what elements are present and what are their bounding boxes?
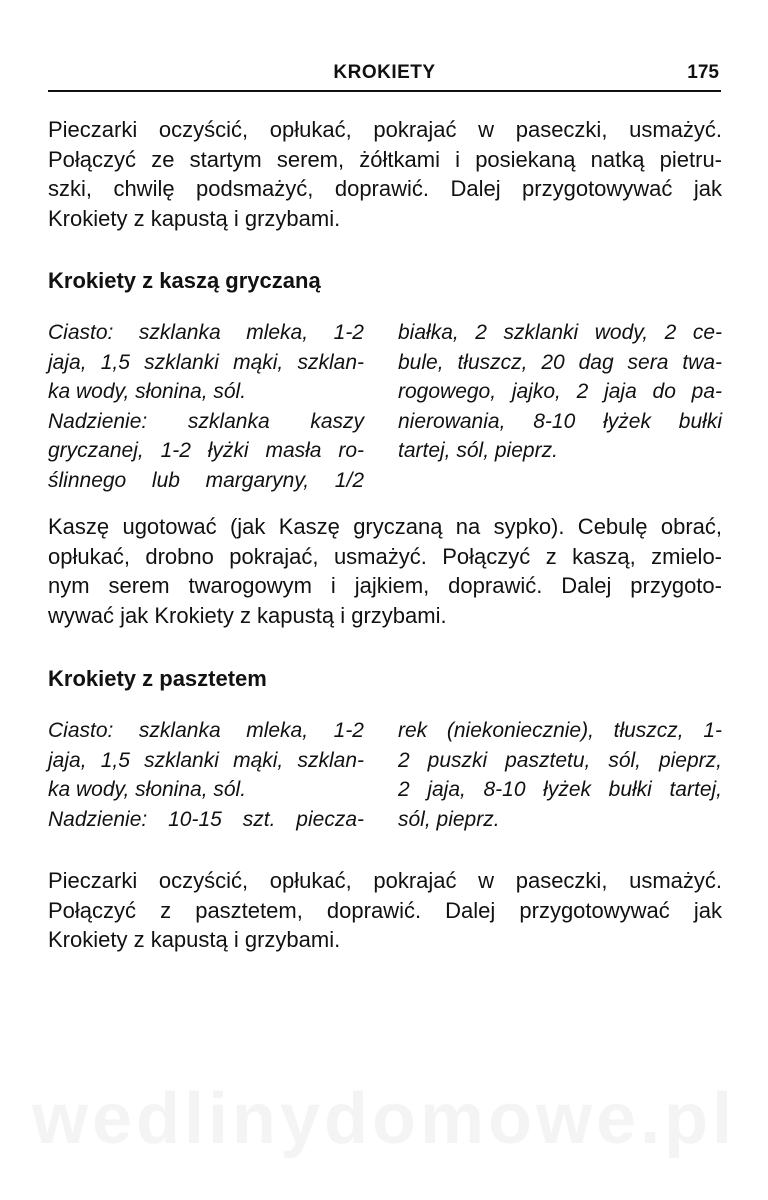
- ingredient-line: jaja, 1,5 szklanki mąki, szklan-: [48, 350, 364, 374]
- ingredient-line: 2 jaja, 8-10 łyżek bułki tartej,: [398, 778, 722, 801]
- ingredient-line: Ciasto: szklanka mleka, 1-2: [48, 321, 364, 344]
- ingredients-left-column: [48, 318, 364, 495]
- recipe-heading-kasza: Krokiety z kaszą gryczaną: [48, 268, 321, 293]
- page-number: 175: [687, 62, 719, 83]
- ingredient-line: ka wody, słonina, sól.: [48, 778, 247, 801]
- ingredient-line: białka, 2 szklanki wody, 2 ce-: [398, 321, 722, 344]
- ingredient-line: tartej, sól, pieprz.: [398, 439, 558, 462]
- ingredient-line: ślinnego lub margaryny, 1/2: [48, 468, 364, 492]
- method-paragraph-pasztet: [48, 866, 722, 955]
- paragraph-line: Krokiety z kapustą i grzybami.: [48, 927, 341, 952]
- running-header: [48, 60, 721, 92]
- site-watermark: wedlinydomowe.pl: [31, 1079, 737, 1159]
- paragraph-line: wywać jak Krokiety z kapustą i grzybami.: [48, 602, 447, 628]
- paragraph-line: nym serem twarogowym i jajkiem, doprawić. Dalej przygoto-: [48, 573, 722, 598]
- paragraph-line: opłukać, drobno pokrajać, usmażyć. Połączyć z kaszą, zmielo-: [48, 543, 722, 569]
- ingredient-line: Nadzienie: szklanka kaszy: [48, 409, 364, 433]
- ingredient-line: Nadzienie: 10-15 szt. piecza-: [48, 807, 364, 831]
- paragraph-line: Kaszę ugotować (jak Kaszę gryczaną na sypko). Cebulę obrać,: [48, 514, 722, 539]
- paragraph-line: Połączyć z pasztetem, doprawić. Dalej przygotowywać jak: [48, 897, 722, 923]
- ingredients-right-column: [398, 716, 722, 834]
- ingredient-line: bule, tłuszcz, 20 dag sera twa-: [398, 350, 722, 374]
- recipe-heading-pasztet: Krokiety z pasztetem: [48, 666, 267, 691]
- ingredients-right-column: [398, 318, 722, 466]
- ingredient-line: jaja, 1,5 szklanki mąki, szklan-: [48, 748, 364, 772]
- ingredients-left-column: [48, 716, 364, 834]
- ingredient-line: Ciasto: szklanka mleka, 1-2: [48, 719, 364, 742]
- paragraph-line: Pieczarki oczyścić, opłukać, pokrajać w paseczki, usmażyć.: [48, 117, 722, 142]
- ingredient-line: nierowania, 8-10 łyżek bułki: [398, 409, 722, 433]
- paragraph-line: Krokiety z kapustą i grzybami.: [48, 205, 341, 231]
- ingredient-line: sól, pieprz.: [398, 807, 500, 831]
- paragraph-line: Połączyć ze startym serem, żółtkami i posiekaną natką pietru-: [48, 146, 722, 172]
- ingredient-line: rek (niekoniecznie), tłuszcz, 1-: [398, 719, 722, 742]
- method-paragraph-kasza: [48, 512, 722, 630]
- ingredient-line: ka wody, słonina, sól.: [48, 380, 247, 403]
- ingredient-line: rogowego, jajko, 2 jaja do pa-: [398, 380, 722, 403]
- paragraph-line: szki, chwilę podsmażyć, doprawić. Dalej przygotowywać jak: [48, 176, 722, 201]
- ingredient-line: 2 puszki pasztetu, sól, pieprz,: [398, 748, 722, 772]
- chapter-title: KROKIETY: [333, 62, 436, 83]
- paragraph-line: Pieczarki oczyścić, opłukać, pokrajać w paseczki, usmażyć.: [48, 868, 722, 893]
- intro-paragraph: [48, 115, 722, 233]
- ingredient-line: gryczanej, 1-2 łyżki masła ro-: [48, 439, 364, 462]
